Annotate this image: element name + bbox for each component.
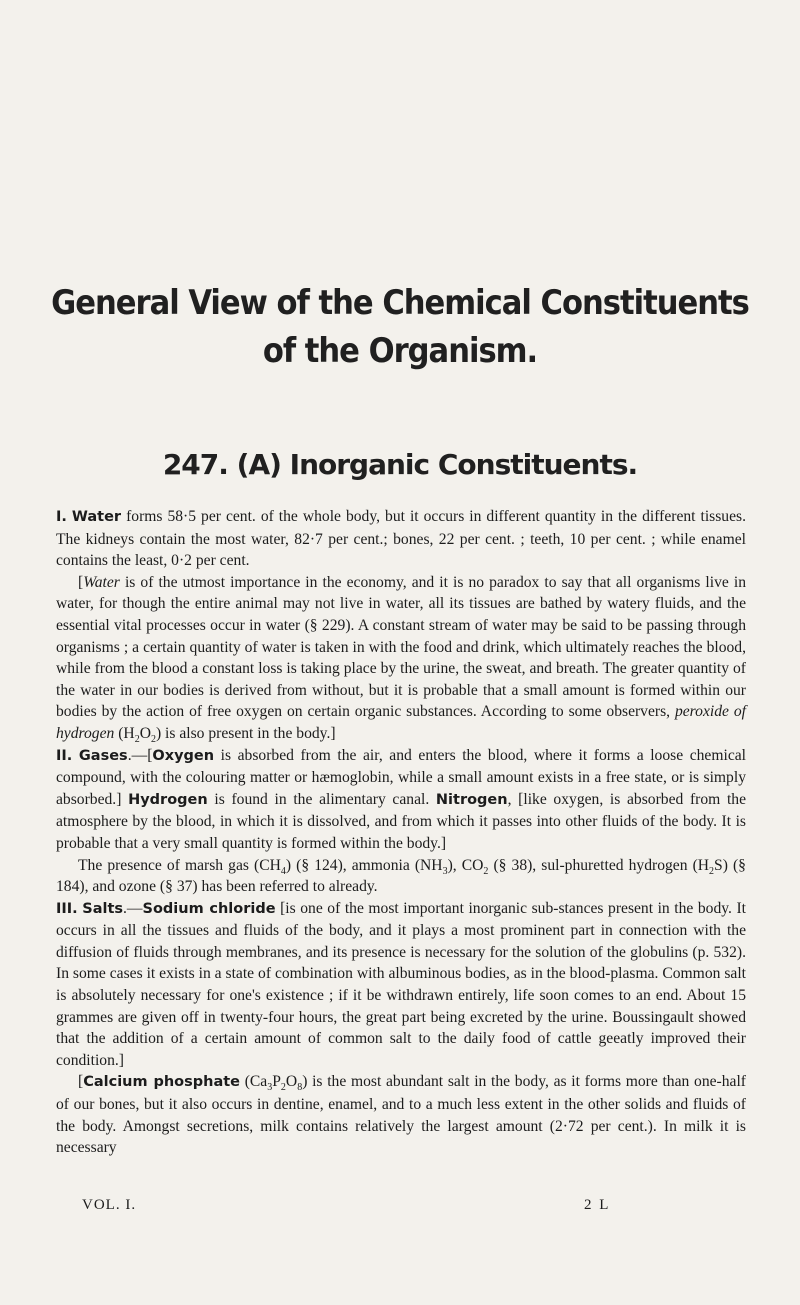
- keyword: Sodium chloride: [142, 900, 276, 917]
- chapter-title-line-2: of the Organism.: [262, 331, 538, 371]
- subscript: 2: [483, 865, 489, 877]
- paragraph-water-note: [56, 572, 746, 745]
- page-footer: [82, 1197, 682, 1221]
- text-run: is found in the alimentary canal.: [207, 790, 436, 808]
- keyword: Salts: [82, 900, 124, 917]
- text-run: (Ca: [240, 1073, 268, 1091]
- subscript: 2: [709, 865, 715, 877]
- text-run: [is one of the most important inorganic sub-stances present in the body. It occurs in all the tissues and fluids of the body, and it plays a most prominent part in connection with the diffusion of fluids through membranes, and its presence is necessary for the solution of the globulins (p. 532). In some cases it exists in a state of combination with albuminous bodies, as in the blood-plasma. Common salt is absolutely necessary for one's existence ; if it be withdrawn entirely, life soon comes to an end. About 15 grammes are given off in twenty-four hours, the great part being excreted by the urine. Boussingault showed that the addition of a certain amount of common salt to the daily food of cattle geeatly improved their condition.]: [56, 899, 746, 1069]
- subscript: 8: [297, 1082, 303, 1094]
- body-text: [56, 506, 746, 1159]
- text-run: ), CO: [447, 856, 484, 874]
- text-run: is absorbed from the air, and enters the blood, where it forms a loose chemical compound, with the colouring matter or hæmoglobin, while a small amount exists in a free state, or is simply absorbed.]: [56, 746, 746, 808]
- roman-numeral: II.: [56, 747, 73, 764]
- paragraph-calcium: [56, 1071, 746, 1158]
- subscript: 2: [280, 1082, 286, 1094]
- keyword: Calcium phosphate: [83, 1074, 240, 1091]
- keyword: Nitrogen: [435, 791, 508, 808]
- paragraph-gases: [56, 745, 746, 855]
- text-run: (H: [114, 724, 135, 742]
- paragraph-water: [56, 506, 746, 572]
- text-run: .—: [123, 899, 143, 917]
- section-heading: 247. (A) Inorganic Constituents.: [162, 448, 638, 481]
- text-run: [: [78, 1073, 84, 1091]
- volume-label: VOL. I.: [82, 1197, 137, 1213]
- text-run: .—[: [127, 746, 153, 764]
- text-run: O: [285, 1073, 298, 1091]
- text-run: ) is also present in the body.]: [155, 724, 336, 742]
- text-run: The presence of marsh gas (CH: [78, 856, 281, 874]
- signature-mark: 2 L: [584, 1197, 611, 1213]
- roman-numeral: I.: [56, 509, 67, 525]
- keyword: Water: [71, 509, 122, 525]
- chapter-title-line-1: General View of the Chemical Constituents: [51, 283, 749, 323]
- italic-term: Water: [83, 573, 120, 591]
- roman-numeral: III.: [56, 900, 78, 917]
- text-run: ) is the most abundant salt in the body, as it forms more than one-half of our bones, but it also occurs in dentine, enamel, and to a much less extent in the other solids and fluids of the body. Amongst secretions, milk contains relatively the largest amount (2·72 per cent.). In milk it is necessary: [56, 1073, 746, 1157]
- text-run: P: [272, 1073, 281, 1091]
- paragraph-other-gases: [56, 855, 746, 898]
- text-run: O: [139, 724, 151, 742]
- italic-term: peroxide of hydrogen: [56, 703, 746, 742]
- text-run: ) (§ 124), ammonia (NH: [285, 856, 443, 874]
- subscript: 4: [280, 865, 286, 877]
- text-run: , [like oxygen, is absorbed from the atmosphere by the blood, in which it is dissolved, and from which it passes into other fluids of the body. It is probable that a very small quantity is formed within the body.]: [56, 790, 747, 852]
- text-run: [: [78, 573, 84, 591]
- text-run: forms 58·5 per cent. of the whole body, but it occurs in different quantity in the different tissues. The kidneys contain the most water, 82·7 per cent.; bones, 22 per cent. ; teeth, 10 per cent. ; while enamel contains the least, 0·2 per cent.: [56, 508, 746, 570]
- text-run: is of the utmost importance in the economy, and it is no paradox to say that all organisms live in water, for though the entire animal may not live in water, all its tissues are bathed by watery fluids, and the essential vital processes occur in water (§ 229). A constant stream of water may be said to be passing through organisms ; a certain quantity of water is taken in with the food and drink, which ultimately reaches the blood, while from the blood a constant loss is taking place by the urine, the sweat, and breath. The greater quantity of the water in our bodies is derived from without, but it is probable that a small amount is formed within our bodies by the action of free oxygen on certain organic substances. According to some observers,: [56, 573, 746, 721]
- keyword: Hydrogen: [128, 791, 208, 808]
- subscript: 2: [134, 734, 140, 746]
- paragraph-salts: [56, 898, 746, 1072]
- subscript: 2: [150, 734, 156, 746]
- keyword: Gases: [78, 747, 128, 764]
- subscript: 3: [442, 865, 448, 877]
- keyword: Oxygen: [152, 747, 215, 764]
- text-run: S) (§ 184), and ozone (§ 37) has been referred to already.: [56, 856, 746, 896]
- subscript: 3: [267, 1082, 273, 1094]
- text-run: (§ 38), sul-phuretted hydrogen (H: [488, 856, 710, 874]
